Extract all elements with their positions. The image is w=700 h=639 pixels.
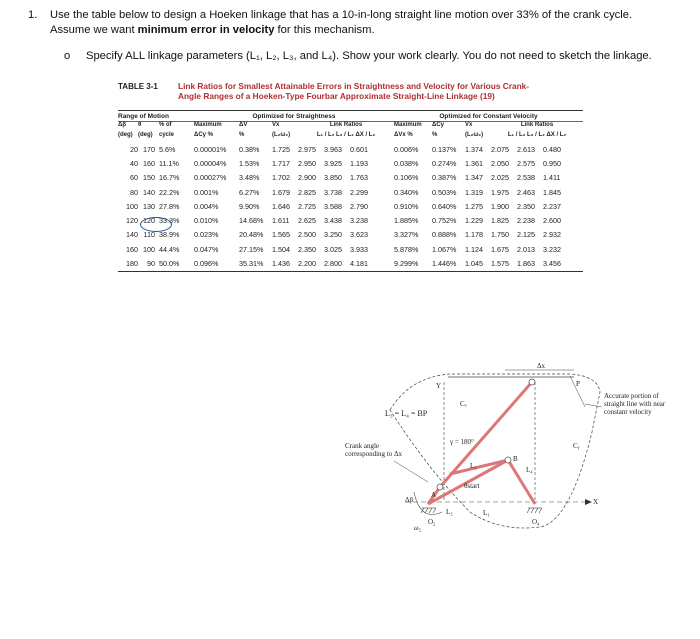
table-cell: 0.006% [394, 144, 419, 154]
table-cell: 1.446% [432, 259, 457, 269]
table-cell: 100 [126, 201, 138, 211]
table-cell: 1.725 [272, 144, 290, 154]
th-link-ratios2: Link Ratios [520, 122, 554, 128]
table-cell: 1.411 [543, 173, 561, 183]
table-cell: 3.238 [350, 216, 368, 226]
table-cell: 20.48% [239, 230, 264, 240]
question-number: 1. [28, 9, 38, 21]
table-row [118, 199, 583, 213]
table-cell: 6.27% [239, 187, 260, 197]
table-cell: 2.538 [517, 173, 535, 183]
table-cell: 4.181 [350, 259, 368, 269]
p-label: P [576, 380, 580, 388]
table-row [118, 185, 583, 199]
th-vx: Vx [272, 122, 280, 128]
table-cell: 0.950 [543, 158, 561, 168]
table-cell: 2.238 [517, 216, 535, 226]
y-axis-label: Y [436, 382, 442, 390]
table-cell: 20 [130, 144, 138, 154]
th-max: Maximum [194, 122, 222, 128]
gamma-label: γ = 180° [450, 438, 474, 446]
table-cell: 0.00027% [194, 173, 227, 183]
table-cell: 35.31% [239, 259, 264, 269]
theta-start-label: θstart [464, 482, 480, 490]
table-cell: 0.503% [432, 187, 457, 197]
question-text [50, 8, 670, 38]
table-title [178, 81, 588, 101]
table-caption [118, 80, 583, 110]
table-cell: 1.53% [239, 158, 260, 168]
table-cell: 11.1% [159, 158, 179, 168]
table-cell: 1.067% [432, 244, 457, 254]
table-cell: 2.600 [543, 216, 561, 226]
question-text-a: Use the table below to design a Hoeken linkage that has a 10-in-long straight line motion over 33% of the crank cycle. Assume we want [50, 9, 633, 36]
table-cell: 1.504 [272, 244, 290, 254]
table-cell: 130 [143, 201, 155, 211]
b-label: B [513, 455, 518, 463]
table-cell: 3.738 [324, 187, 342, 197]
table-cell: 2.050 [491, 158, 509, 168]
th-theta: θ [138, 122, 142, 128]
group-straight: Optimized for Straightness [252, 112, 336, 120]
table-cell: 1.124 [465, 244, 483, 254]
table-cell: 160 [126, 244, 138, 254]
th-l2w2: (L₂ω₂) [272, 132, 291, 138]
th-l2w2b: (L₂ω₂) [465, 132, 484, 138]
table-cell: 3.925 [324, 158, 342, 168]
table-cell: 1.575 [491, 259, 509, 269]
table-cell: 14.68% [239, 216, 264, 226]
table-cell: 2.299 [350, 187, 368, 197]
table-cell: 2.975 [298, 144, 316, 154]
table-cell: 0.38% [239, 144, 260, 154]
table-cell: 1.436 [272, 259, 290, 269]
table-cell: 50.0% [159, 259, 180, 269]
table-cell: 5.6% [159, 144, 176, 154]
table-cell: 60 [130, 173, 138, 183]
cy-label: Cᵧ [573, 442, 580, 450]
table-cell: 140 [126, 230, 138, 240]
sub-question-text: Specify ALL linkage parameters (L₁, L₂, L₃, and L₄). Show your work clearly. You do not need to sketch the linkage. [86, 50, 652, 62]
table-cell: 2.237 [543, 201, 561, 211]
table-cell: 1.863 [517, 259, 535, 269]
table-cell: 0.137% [432, 144, 457, 154]
table-cell: 0.340% [394, 187, 419, 197]
table-row [118, 242, 583, 256]
table-cell: 2.625 [298, 216, 316, 226]
table-row [118, 156, 583, 170]
table-cell: 1.374 [465, 144, 483, 154]
table-cell: 0.010% [194, 216, 219, 226]
table-cell: 1.275 [465, 201, 483, 211]
table-cell: 100 [143, 244, 155, 254]
cx-label: Cₓ [460, 400, 467, 408]
th-dvx-pct: ΔVx % [394, 132, 413, 138]
table-cell: 2.075 [491, 144, 509, 154]
table-cell: 2.575 [517, 158, 535, 168]
table-cell: 1.717 [272, 158, 290, 168]
delta-beta-label: Δβ [405, 496, 414, 504]
table-cell: 1.900 [491, 201, 509, 211]
table-cell: 0.752% [432, 216, 457, 226]
table-cell: 3.327% [394, 230, 419, 240]
th-ratios-sub: L₁ / L₂ L₃ / L₂ ΔX / L₂ [316, 132, 376, 138]
table-cell: 2.125 [517, 230, 535, 240]
th-deg2: (deg) [138, 132, 153, 138]
table-cell: 0.480 [543, 144, 561, 154]
table-cell: 5.878% [394, 244, 419, 254]
table-cell: 1.885% [394, 216, 419, 226]
table-cell: 90 [147, 259, 155, 269]
group-range: Range of Motion [118, 112, 169, 120]
header-row-top [118, 122, 583, 132]
table-cell: 3.588 [324, 201, 342, 211]
table-cell: 1.193 [350, 158, 368, 168]
table-cell: 0.096% [194, 259, 219, 269]
th-vx2: Vx [465, 122, 473, 128]
table-cell: 2.725 [298, 201, 316, 211]
table-cell: 2.463 [517, 187, 535, 197]
table-cell: 0.888% [432, 230, 457, 240]
table-cell: 2.900 [298, 173, 316, 183]
o4-label: O₄ [532, 518, 540, 526]
th-pct: % of [159, 122, 172, 128]
table-cell: 1.178 [465, 230, 483, 240]
th-max2: Maximum [394, 122, 422, 128]
table-cell: 2.500 [298, 230, 316, 240]
table-cell: 33.3% [159, 216, 180, 226]
table-cell: 40 [130, 158, 138, 168]
crank-angle-label: Crank angle corresponding to Δx [345, 442, 402, 458]
l3-label: L₃ [470, 462, 477, 470]
table-cell: 22.2% [159, 187, 180, 197]
table-cell: 120 [126, 216, 138, 226]
table-cell: 3.623 [350, 230, 368, 240]
table-row [118, 228, 583, 242]
table-cell: 140 [143, 187, 155, 197]
table-cell: 1.611 [272, 216, 290, 226]
table-row [118, 213, 583, 227]
table-cell: 2.350 [517, 201, 535, 211]
table-title-line1: Link Ratios for Smallest Attainable Errors in Straightness and Velocity for Various Crank- [178, 81, 530, 91]
th-cycle: cycle [159, 132, 175, 138]
table-cell: 2.200 [298, 259, 316, 269]
th-dv: ΔV [239, 122, 248, 128]
table-cell: 170 [143, 144, 155, 154]
table-cell: 1.763 [350, 173, 368, 183]
th-dcy-pct: ΔCy % [194, 132, 213, 138]
table-cell: 3.025 [324, 244, 342, 254]
table-cell: 1.646 [272, 201, 290, 211]
group-velocity: Optimized for Constant Velocity [439, 112, 538, 120]
th-deg1: (deg) [118, 132, 133, 138]
th-link-ratios: Link Ratios [329, 122, 363, 128]
table-cell: 1.675 [491, 244, 509, 254]
table-cell: 0.023% [194, 230, 219, 240]
bullet-icon: o [64, 50, 71, 62]
table-cell: 3.438 [324, 216, 342, 226]
table-cell: 38.9% [159, 230, 180, 240]
l2-label: L₂ [446, 508, 453, 516]
table-cell: 9.299% [394, 259, 419, 269]
table-title-line2: Angle Ranges of a Hoeken-Type Fourbar Approximate Straight-Line Linkage (19) [178, 91, 495, 101]
table-cell: 0.047% [194, 244, 219, 254]
table-cell: 0.601 [350, 144, 368, 154]
table-cell: 1.045 [465, 259, 483, 269]
table-cell: 1.679 [272, 187, 290, 197]
table-cell: 27.8% [159, 201, 180, 211]
table-cell: 2.013 [517, 244, 535, 254]
table-cell: 2.932 [543, 230, 561, 240]
table-cell: 1.825 [491, 216, 509, 226]
table-cell: 0.001% [194, 187, 219, 197]
th-pct3: % [432, 132, 438, 138]
th-pct2: % [239, 132, 245, 138]
table-cell: 3.850 [324, 173, 342, 183]
table-cell: 9.90% [239, 201, 260, 211]
table-cell: 0.387% [432, 173, 457, 183]
th-ratios-sub2: L₁ / L₂ L₃ / L₂ ΔX / L₂ [507, 132, 567, 138]
table-cell: 1.702 [272, 173, 290, 183]
dx-label: Δx [537, 362, 546, 370]
table-cell: 16.7% [159, 173, 180, 183]
table-cell: 0.00004% [194, 158, 227, 168]
table-cell: 0.038% [394, 158, 419, 168]
table-row [118, 171, 583, 185]
table-cell: 1.319 [465, 187, 483, 197]
x-axis-label: X [593, 498, 599, 506]
question-text-bold: minimum error in velocity [137, 24, 275, 36]
th-dcy: ΔCy [432, 122, 444, 128]
table-cell: 110 [143, 230, 155, 240]
th-db: Δβ [118, 122, 126, 128]
table-cell: 3.232 [543, 244, 561, 254]
table-cell: 0.640% [432, 201, 457, 211]
table-cell: 0.106% [394, 173, 419, 183]
table-cell: 44.4% [159, 244, 180, 254]
highlight-circle [140, 217, 172, 232]
hoeken-linkage-figure [330, 362, 690, 562]
l4-label: L₄ [526, 466, 533, 474]
table-cell: 0.910% [394, 201, 419, 211]
table-row [118, 256, 583, 270]
table-cell: 160 [143, 158, 155, 168]
table-label: TABLE 3-1 [118, 82, 158, 91]
accurate-portion-label: Accurate portion of straight line with near constant velocity [604, 392, 666, 416]
table-cell: 3.933 [350, 244, 368, 254]
table-cell: 3.48% [239, 173, 260, 183]
table-cell: 1.565 [272, 230, 290, 240]
table-cell: 1.347 [465, 173, 483, 183]
a-label: A [431, 491, 437, 499]
table-cell: 0.00001% [194, 144, 227, 154]
header-row-bottom [118, 132, 583, 142]
table-cell: 1.845 [543, 187, 561, 197]
l1-label: L₁ [483, 509, 490, 517]
table-cell: 2.825 [298, 187, 316, 197]
table-cell: 2.350 [298, 244, 316, 254]
table-cell: 2.613 [517, 144, 535, 154]
table-cell: 27.15% [239, 244, 264, 254]
table-row [118, 142, 583, 156]
table-cell: 2.800 [324, 259, 342, 269]
table-cell: 3.250 [324, 230, 342, 240]
table-cell: 120 [143, 216, 155, 226]
table-body [118, 122, 583, 271]
table-cell: 80 [130, 187, 138, 197]
table-cell: 0.274% [432, 158, 457, 168]
table-cell: 2.790 [350, 201, 368, 211]
question-text-b: for this mechanism. [274, 24, 375, 36]
o2-label: O₂ [428, 518, 436, 526]
table-cell: 1.975 [491, 187, 509, 197]
table-cell: 1.229 [465, 216, 483, 226]
table-cell: 150 [143, 173, 155, 183]
table-cell: 3.456 [543, 259, 561, 269]
omega2-label: ω₂ [414, 524, 422, 532]
table-cell: 2.025 [491, 173, 509, 183]
table-cell: 2.950 [298, 158, 316, 168]
eq-label: L₃ = L₄ = BP [385, 409, 428, 418]
table-cell: 180 [126, 259, 138, 269]
table-group-header [118, 111, 583, 121]
link-ratio-table [118, 80, 583, 272]
table-cell: 0.004% [194, 201, 219, 211]
table-cell: 1.361 [465, 158, 483, 168]
table-cell: 3.963 [324, 144, 342, 154]
table-cell: 1.750 [491, 230, 509, 240]
